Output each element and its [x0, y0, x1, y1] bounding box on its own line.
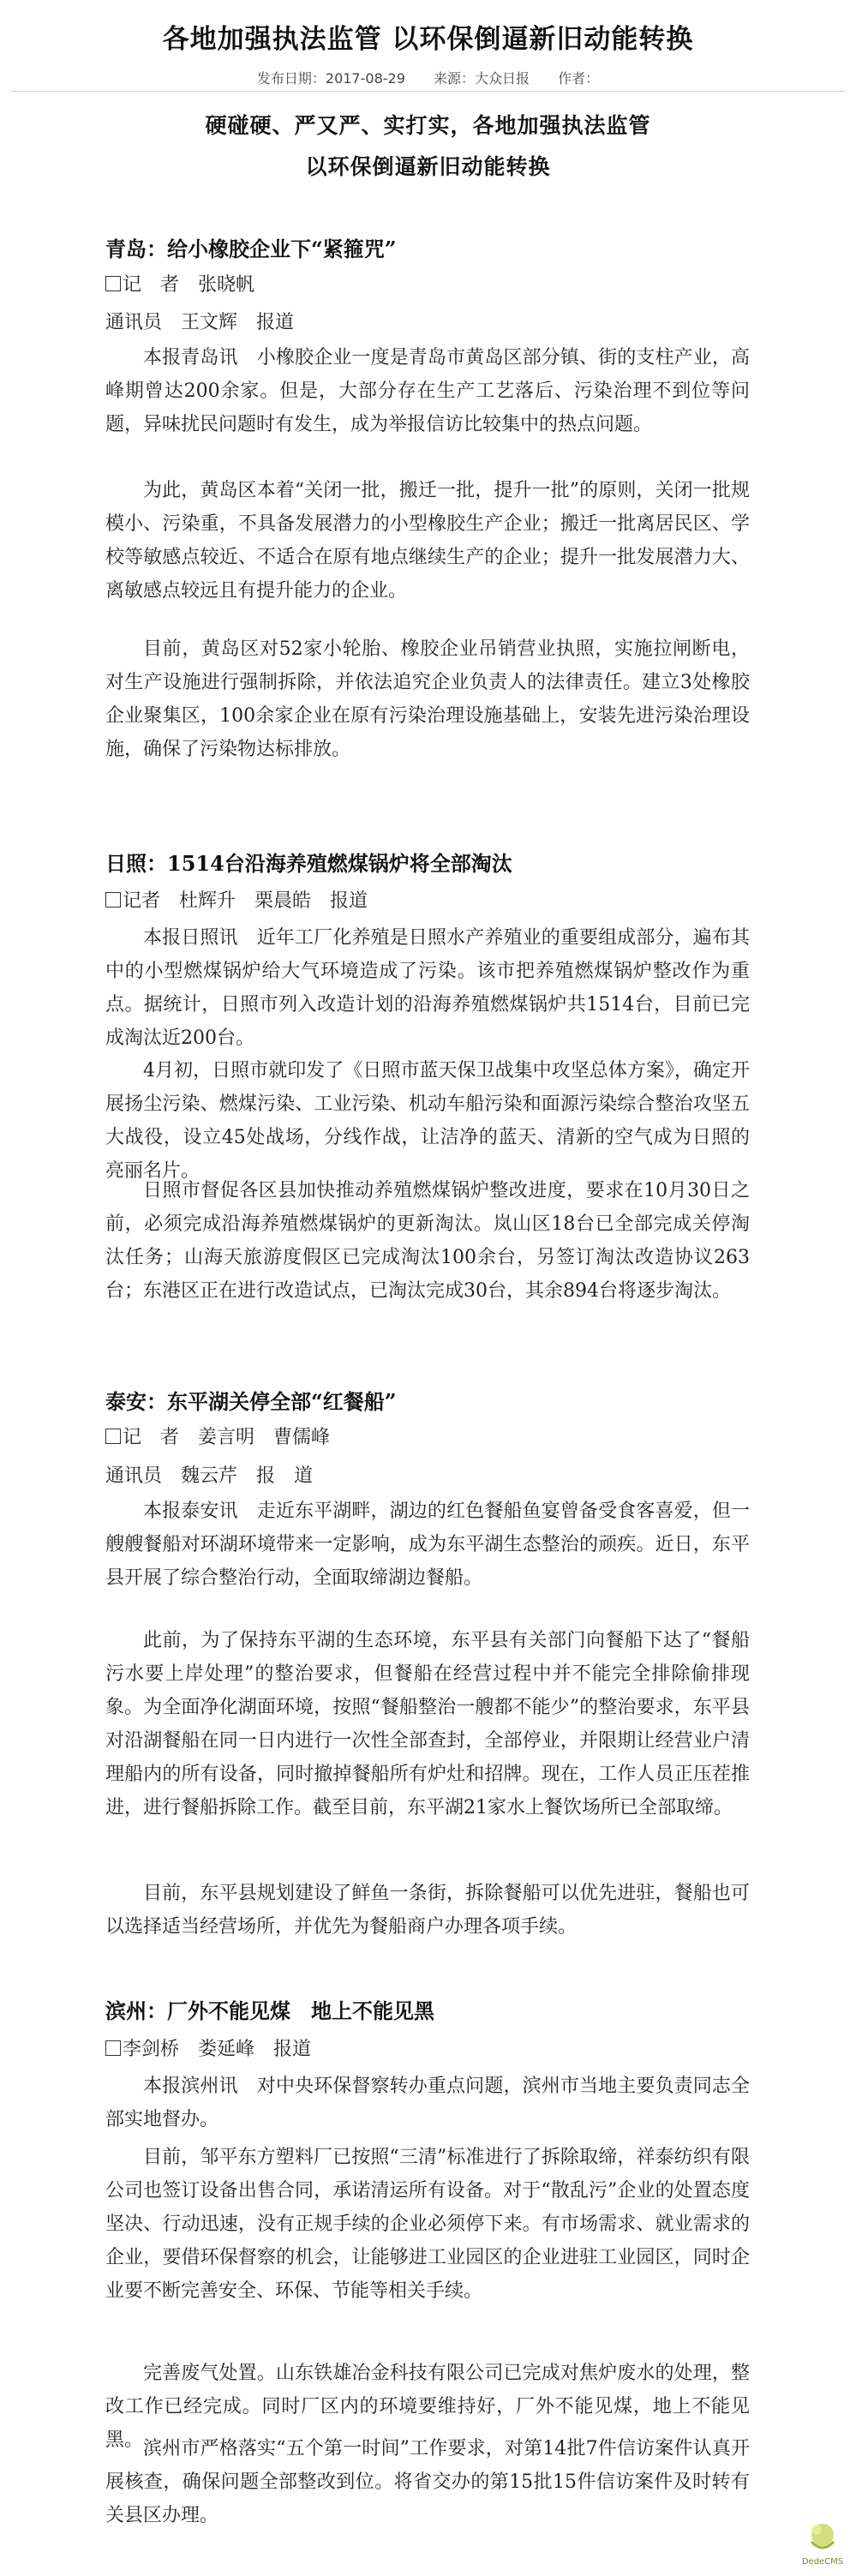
paragraph-binzhou-1: 本报滨州讯 对中央环保督察转办重点问题，滨州市当地主要负责同志全部实地督办。 [105, 2076, 750, 2130]
paragraph-qingdao-2: 为此，黄岛区本着“关闭一批，搬迁一批，提升一批”的原则，关闭一批规模小、污染重，不具备发展潜力的小型橡胶生产企业；搬迁一批离居民区、学校等敏感点较近、不适合在原有地点继续生产的企业；提升一批发展潜力大、离敏感点较远且有提升能力的企业。 [105, 480, 750, 602]
section-heading-taian: 泰安：东平湖关停全部“红餐船” [105, 1389, 397, 1414]
publish-date: 发布日期：2017-08-29 [256, 70, 405, 87]
title-divider [10, 91, 846, 92]
paragraph-binzhou-4: 滨州市严格落实“五个第一时间”工作要求，对第14批7件信访案件认真开展核查，确保问题全部整改到位。将省交办的第15批15件信访案件及时转有关县区办理。 [105, 2438, 750, 2526]
byline-binzhou: 李剑桥 娄延峰 报道 [105, 2034, 311, 2061]
byline-qingdao-correspondent: 通讯员 王文辉 报道 [105, 312, 295, 333]
byline-qingdao-reporter: 记 者 张晓帆 [105, 270, 254, 297]
checkbox-icon [105, 892, 121, 908]
paragraph-binzhou-3: 完善废气处置。山东铁雄冶金科技有限公司已完成对焦炉废水的处理，整改工作已经完成。同时厂区内的环境要维持好，厂外不能见煤，地上不能见黑。 [105, 2363, 750, 2451]
checkbox-icon [105, 276, 121, 291]
checkbox-icon [105, 1429, 121, 1444]
dedecms-logo-icon [796, 2516, 849, 2569]
author: 作者： [558, 70, 600, 87]
section-heading-rizhao: 日照：1514台沿海养殖燃煤锅炉将全部淘汰 [105, 851, 512, 876]
byline-taian-correspondent: 通讯员 魏云芹 报 道 [105, 1465, 314, 1487]
checkbox-icon [105, 2040, 121, 2056]
page-title: 各地加强执法监管 以环保倒逼新旧动能转换 [162, 24, 694, 55]
paragraph-taian-2: 此前，为了保持东平湖的生态环境，东平县有关部门向餐船下达了“餐船污水要上岸处理”的整治要求，但餐船在经营过程中并不能完全排除偷排现象。为全面净化湖面环境，按照“餐船整治一艘都不能少”的整治要求，东平县对沿湖餐船在同一日内进行一次性全部查封，全部停业，并限期让经营业户清理船内的所有设备，同时撤掉餐船所有炉灶和招牌。现在，工作人员正压茬推进，进行餐船拆除工作。截至目前，东平湖21家水上餐饮场所已全部取缔。 [105, 1630, 750, 1818]
byline-rizhao: 记者 杜辉升 栗晨皓 报道 [105, 886, 368, 913]
paragraph-rizhao-2: 4月初，日照市就印发了《日照市蓝天保卫战集中攻坚总体方案》，确定开展扬尘污染、燃煤污染、工业污染、机动车船污染和面源污染综合整治攻坚五大战役，设立45处战场，分线作战，让洁净的蓝天、清新的空气成为日照的亮丽名片。 [105, 1060, 750, 1182]
watermark-text: DedeCMS [801, 2557, 844, 2567]
subheadline-line-1: 硬碰硬、严又严、实打实，各地加强执法监管 [205, 113, 651, 138]
paragraph-rizhao-1: 本报日照讯 近年工厂化养殖是日照水产养殖业的重要组成部分，遍布其中的小型燃煤锅炉给大气环境造成了污染。该市把养殖燃煤锅炉整改作为重点。据统计，日照市列入改造计划的沿海养殖燃煤锅炉共1514台，目前已完成淘汰近200台。 [105, 927, 750, 1049]
paragraph-taian-1: 本报泰安讯 走近东平湖畔，湖边的红色餐船鱼宴曾备受食客喜爱，但一艘艘餐船对环湖环境带来一定影响，成为东平湖生态整治的顽疾。近日，东平县开展了综合整治行动，全面取缔湖边餐船。 [105, 1501, 750, 1589]
byline-taian-reporter: 记 者 姜言明 曹儒峰 [105, 1423, 330, 1449]
section-heading-binzhou: 滨州：厂外不能见煤 地上不能见黑 [105, 1998, 434, 2023]
paragraph-qingdao-3: 目前，黄岛区对52家小轮胎、橡胶企业吊销营业执照，实施拉闸断电，对生产设施进行强制拆除，并依法追究企业负责人的法律责任。建立3处橡胶企业聚集区，100余家企业在原有污染治理设施基础上，安装先进污染治理设施，确保了污染物达标排放。 [105, 638, 750, 760]
subheadline-line-2: 以环保倒逼新旧动能转换 [305, 154, 551, 179]
article-meta [0, 68, 856, 87]
source: 来源：大众日报 [433, 70, 530, 87]
paragraph-qingdao-1: 本报青岛讯 小橡胶企业一度是青岛市黄岛区部分镇、街的支柱产业，高峰期曾达200余家。但是，大部分存在生产工艺落后、污染治理不到位等问题，异味扰民问题时有发生，成为举报信访比较集中的热点问题。 [105, 347, 750, 435]
paragraph-binzhou-2: 目前，邹平东方塑料厂已按照“三清”标准进行了拆除取缔，祥泰纺织有限公司也签订设备出售合同，承诺清运所有设备。对于“散乱污”企业的处置态度坚决、行动迅速，没有正规手续的企业必须停下来。有市场需求、就业需求的企业，要借环保督察的机会，让能够进工业园区的企业进驻工业园区，同时企业要不断完善安全、环保、节能等相关手续。 [105, 2147, 750, 2302]
paragraph-rizhao-3: 日照市督促各区县加快推动养殖燃煤锅炉整改进度，要求在10月30日之前，必须完成沿海养殖燃煤锅炉的更新淘汰。岚山区18台已全部完成关停淘汰任务；山海天旅游度假区已完成淘汰100余台，另签订淘汰改造协议263台；东港区正在进行改造试点，已淘汰完成30台，其余894台将逐步淘汰。 [105, 1180, 750, 1302]
paragraph-taian-3: 目前，东平县规划建设了鲜鱼一条街，拆除餐船可以优先进驻，餐船也可以选择适当经营场所，并优先为餐船商户办理各项手续。 [105, 1883, 750, 1938]
section-heading-qingdao: 青岛：给小橡胶企业下“紧箍咒” [105, 237, 397, 261]
